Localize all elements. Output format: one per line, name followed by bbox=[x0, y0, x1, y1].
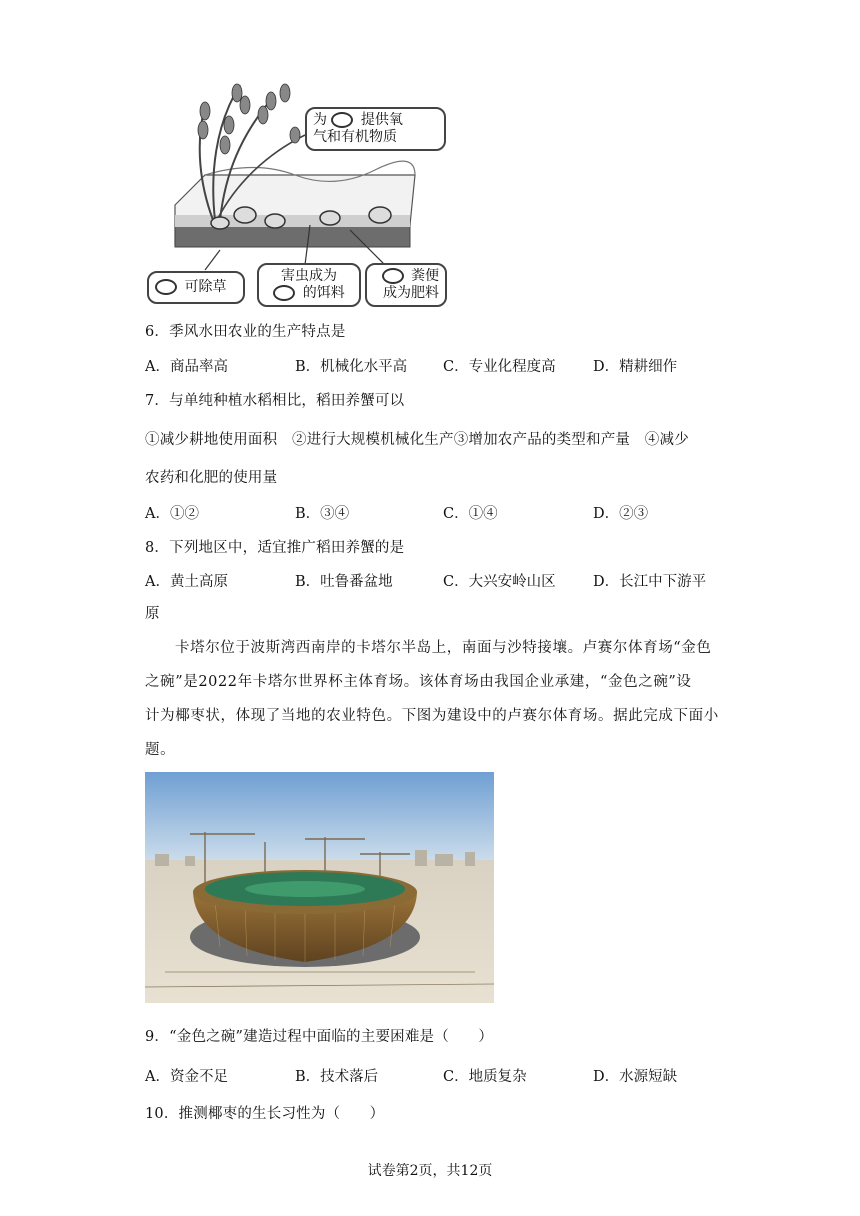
bubble-weed bbox=[147, 271, 245, 304]
rice-crab-diagram bbox=[145, 75, 455, 305]
q7-option-d[interactable]: D．②③ bbox=[593, 506, 649, 522]
bubble-pest-text-2: 的饵料 bbox=[302, 285, 345, 301]
q8-option-c[interactable]: C．大兴安岭山区 bbox=[443, 574, 556, 590]
bubble-oxygen-text-1b: 提供氧 bbox=[360, 112, 403, 128]
q6-option-d[interactable]: D．精耕细作 bbox=[593, 359, 678, 375]
q8-option-d[interactable]: D．长江中下游平 bbox=[593, 574, 707, 590]
q6-option-b[interactable]: B．机械化水平高 bbox=[295, 359, 408, 375]
crab-icon bbox=[382, 268, 404, 284]
q9-option-c[interactable]: C．地质复杂 bbox=[443, 1069, 527, 1085]
passage-line-2: 之碗”是2022年卡塔尔世界杯主体育场。该体育场由我国企业承建，“金色之碗”设 bbox=[145, 674, 692, 690]
q7-option-c[interactable]: C．①④ bbox=[443, 506, 498, 522]
bubble-pest-text-1: 害虫成为 bbox=[281, 268, 337, 284]
passage-line-4: 题。 bbox=[145, 742, 176, 758]
crab-icon bbox=[331, 112, 353, 128]
bubble-oxygen-text-1: 为 bbox=[313, 112, 327, 128]
q8-option-a[interactable]: A．黄土高原 bbox=[145, 574, 228, 590]
q7-statements-line1: ①减少耕地使用面积 ②进行大规模机械化生产③增加农产品的类型和产量 ④减少 bbox=[145, 432, 689, 448]
q6-option-a[interactable]: A．商品率高 bbox=[145, 359, 228, 375]
q8-stem: 8．下列地区中，适宜推广稻田养蟹的是 bbox=[145, 540, 405, 556]
q7-option-b[interactable]: B．③④ bbox=[295, 506, 350, 522]
q9-option-b[interactable]: B．技术落后 bbox=[295, 1069, 379, 1085]
q7-stem: 7．与单纯种植水稻相比，稻田养蟹可以 bbox=[145, 393, 405, 409]
q8-option-d-wrap: 原 bbox=[145, 606, 160, 622]
q10-stem: 10．推测椰枣的生长习性为（ ） bbox=[145, 1106, 385, 1122]
bubble-dung-text-1: 粪便 bbox=[411, 268, 439, 284]
crab-icon bbox=[155, 279, 177, 295]
q9-option-d[interactable]: D．水源短缺 bbox=[593, 1069, 678, 1085]
bubble-oxygen bbox=[305, 107, 446, 151]
page-footer: 试卷第2页，共12页 bbox=[367, 1163, 493, 1179]
crab-icon bbox=[273, 285, 295, 301]
q6-option-c[interactable]: C．专业化程度高 bbox=[443, 359, 556, 375]
stadium-photo bbox=[145, 772, 494, 1003]
bubble-dung bbox=[365, 263, 447, 307]
q9-option-a[interactable]: A．资金不足 bbox=[145, 1069, 228, 1085]
passage-line-3: 计为椰枣状，体现了当地的农业特色。下图为建设中的卢赛尔体育场。据此完成下面小 bbox=[145, 708, 719, 724]
bubble-pest bbox=[257, 263, 361, 307]
q7-option-a[interactable]: A．①② bbox=[145, 506, 199, 522]
passage-line-1: 卡塔尔位于波斯湾西南岸的卡塔尔半岛上，南面与沙特接壤。卢赛尔体育场“金色 bbox=[175, 640, 712, 656]
q7-statements-line2: 农药和化肥的使用量 bbox=[145, 470, 278, 486]
q8-option-b[interactable]: B．吐鲁番盆地 bbox=[295, 574, 393, 590]
bubble-oxygen-text-2: 气和有机物质 bbox=[313, 129, 397, 145]
q6-stem: 6．季风水田农业的生产特点是 bbox=[145, 324, 346, 340]
bubble-dung-text-2: 成为肥料 bbox=[383, 285, 439, 301]
q9-stem: 9．“金色之碗”建造过程中面临的主要困难是（ ） bbox=[145, 1029, 494, 1045]
bubble-weed-text: 可除草 bbox=[184, 279, 227, 295]
